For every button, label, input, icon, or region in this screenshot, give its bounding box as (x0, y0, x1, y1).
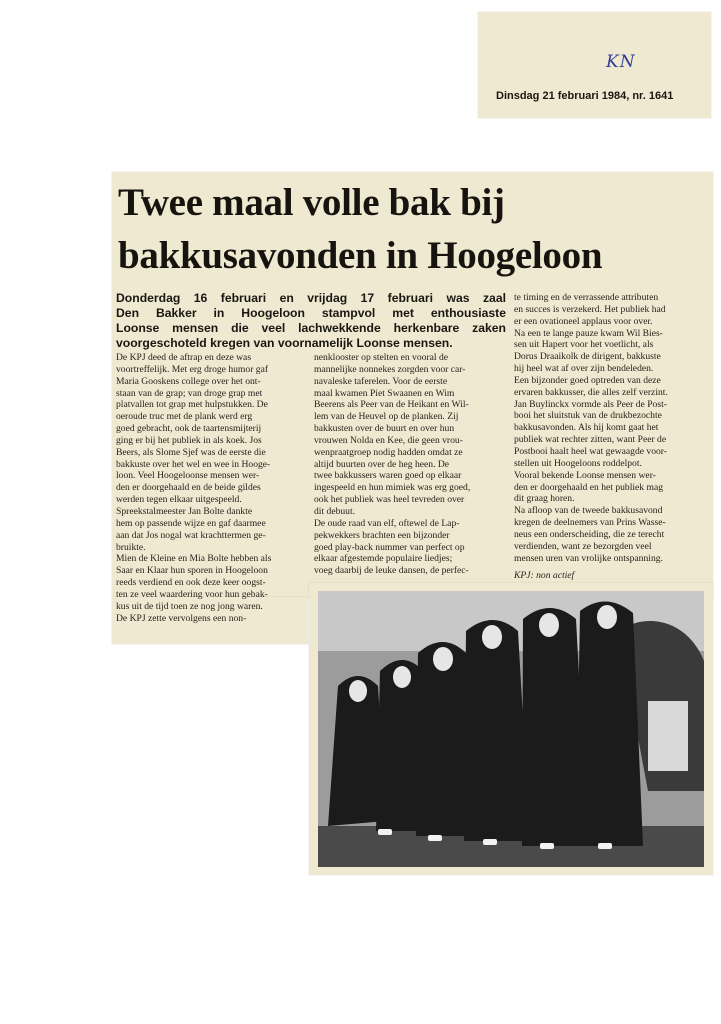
article-photo (318, 591, 704, 867)
text-line: ervaren bakkusser, die alles zelf verzint. (514, 386, 668, 398)
text-line: booi het sluitstuk van de drukbezochte (514, 410, 662, 422)
photo-illustration (318, 591, 704, 867)
text-line: Mien de Kleine en Mia Bolte hebben als (116, 553, 272, 565)
text-line: stellen uit Hoogeloons roddelpot. (514, 457, 642, 469)
text-line: verdienden, want ze bezorgden veel (514, 540, 652, 552)
text-line: ging er bij het publiek in als koek. Jos (116, 434, 262, 446)
text-line: goed gebracht, ook de taartensmijterij (116, 423, 262, 435)
figure-shape (576, 601, 643, 846)
text-line: oeroude truc met de plank werd erg (116, 411, 253, 423)
article-column-2 (314, 352, 508, 577)
handwritten-initials: KN (606, 52, 636, 72)
face (393, 666, 411, 688)
text-line: Beers, als Slome Sjef was de eerste die (116, 446, 266, 458)
text-line: nenklooster op stelten en vooral de (314, 352, 449, 363)
lead-line: Donderdag 16 februari en vrijdag 17 februari was zaal (116, 291, 506, 305)
text-line: mensen uren van vrolijke ontspanning. (514, 552, 663, 564)
text-line: Maria Gooskens college over het ont- (116, 375, 261, 387)
text-line: Dorus Draaikolk de dirigent, bakkuste (514, 351, 661, 363)
shoe (378, 829, 392, 835)
face (539, 613, 559, 637)
text-line: navaleske taferelen. Voor de eerste (314, 375, 448, 387)
text-line: Vooral bekende Loonse mensen wer- (514, 469, 656, 481)
text-line: kregen de deelnemers van Prins Wasse- (514, 517, 666, 529)
photo-credit: KPJ: non actief (514, 570, 575, 581)
text-line: maal kwamen Piet Swaanen en Wim (314, 387, 455, 399)
headline-line-1: Twee maal volle bak bij (118, 181, 505, 224)
text-line: hem op passende wijze en gaf daarmee (116, 517, 266, 529)
text-line: mannelijke nonnekes zorgden voor car- (314, 363, 466, 375)
text-line: De KPJ zette vervolgens een non- (116, 612, 247, 624)
face (597, 605, 617, 629)
text-line: Postbooi haalt heel wat gewaagde voor- (514, 445, 667, 457)
text-line: den er doorgehaald en de beide gildes (116, 482, 261, 494)
photo-caption-block (514, 570, 664, 582)
text-line: goed play-back nummer van perfect op (314, 541, 465, 553)
headline-line-2: bakkusavonden in Hoogeloon (118, 234, 603, 277)
text-line: pekwekkers brachten een bijzonder (314, 529, 450, 541)
text-line: er een ovationeel applaus voor over. (514, 315, 653, 327)
text-line: ten ze veel waardering voor hun gebak- (116, 588, 268, 600)
lead-line: Loonse mensen die veel lachwekkende herkenbare zaken (116, 321, 506, 335)
text-line: staan van de grap; van droge grap met (116, 387, 263, 399)
text-line: elkaar afgestemde populaire liedjes; (314, 553, 453, 565)
text-line: vrouwen Nolda en Kee, die geen vrou- (314, 434, 463, 446)
text-line: Na afloop van de tweede bakkusavond (514, 505, 663, 517)
text-line: bakkusten over de buurt en over hun (314, 423, 455, 435)
date-clipping (478, 12, 711, 118)
text-line: dit graag horen. (514, 493, 575, 505)
newspaper-dateline: Dinsdag 21 februari 1984, nr. 1641 (496, 90, 674, 102)
text-line: De oude raad van elf, oftewel de Lap- (314, 517, 460, 529)
lead-line: Den Bakker in Hoogeloon stampvol met enthousiaste (116, 306, 506, 320)
shoe (598, 843, 612, 849)
text-line: bakkuste over het wel en wee in Hooge- (116, 458, 271, 470)
text-line: den er doorgehaald en het publiek mag (514, 481, 664, 493)
text-line: neus een onderscheiding, die ze terecht (514, 528, 665, 540)
text-line: loon. Veel Hoogeloonse mensen wer- (116, 470, 260, 482)
article-column-3 (514, 292, 708, 564)
text-line: twee bakkussers waren goed op elkaar (314, 470, 462, 482)
shoe (428, 835, 442, 841)
shoe (540, 843, 554, 849)
text-line: dit debuut. (314, 505, 356, 517)
shoe (483, 839, 497, 845)
text-line: Saar en Klaar hun sporen in Hoogeloon (116, 565, 268, 577)
face (482, 625, 502, 649)
text-line: voortreffelijk. Met erg droge humor gaf (116, 363, 269, 375)
text-line: kus uit de tijd toen ze nog jong waren. (116, 600, 263, 612)
text-line: voeg daarbij de leuke dansen, de perfec- (314, 565, 469, 577)
text-line: en succes is verzekerd. Het publiek had (514, 303, 666, 315)
text-line: bakkusavonden. Als hij komt gaat het (514, 422, 659, 434)
text-line: De KPJ deed de aftrap en deze was (116, 352, 252, 363)
article-lead (116, 291, 506, 351)
article-column-1 (116, 352, 305, 624)
text-line: wenpraatgroep nodig hadden omdat ze (314, 446, 463, 458)
text-line: publiek wat rechter zitten, want Peer de (514, 434, 667, 446)
text-line: reeds verdiend en ook deze keer oogst- (116, 577, 266, 589)
face (433, 647, 453, 671)
photo-window-prop (648, 701, 688, 771)
text-line: hij heel wat af over zijn bendeleden. (514, 363, 654, 375)
text-line: aan dat Jos nogal wat krachttermen ge- (116, 529, 266, 541)
text-line: ingespeeld en hun mimiek was erg goed, (314, 482, 471, 494)
text-line: Spreekstalmeester Jan Bolte dankte (116, 505, 253, 517)
text-line: sen uit Hapert voor het voetlicht, als (514, 339, 654, 351)
text-line: werden tegen elkaar uitgespeeld. (116, 494, 242, 506)
text-line: bruikte. (116, 541, 146, 553)
text-line: Na een te lange pauze kwam Wil Bies- (514, 327, 663, 339)
text-line: te timing en de verrassende attributen (514, 292, 659, 303)
text-line: Een bijzonder goed optreden van deze (514, 374, 661, 386)
lead-line: voorgeschoteld kregen van voornamelijk Loonse mensen. (116, 336, 453, 350)
text-line: Beerens als Peer van de Heikant en Wil- (314, 399, 469, 411)
text-line: altijd buurten over de heg heen. De (314, 458, 450, 470)
text-line: platvallen tot grap met hulpstukken. De (116, 399, 268, 411)
text-line: Jan Buylinckx vormde als Peer de Post- (514, 398, 667, 410)
face (349, 680, 367, 702)
text-line: lem van de Heuvel op de planken. Zij (314, 411, 459, 423)
text-line: ook het publiek was heel tevreden over (314, 494, 465, 506)
